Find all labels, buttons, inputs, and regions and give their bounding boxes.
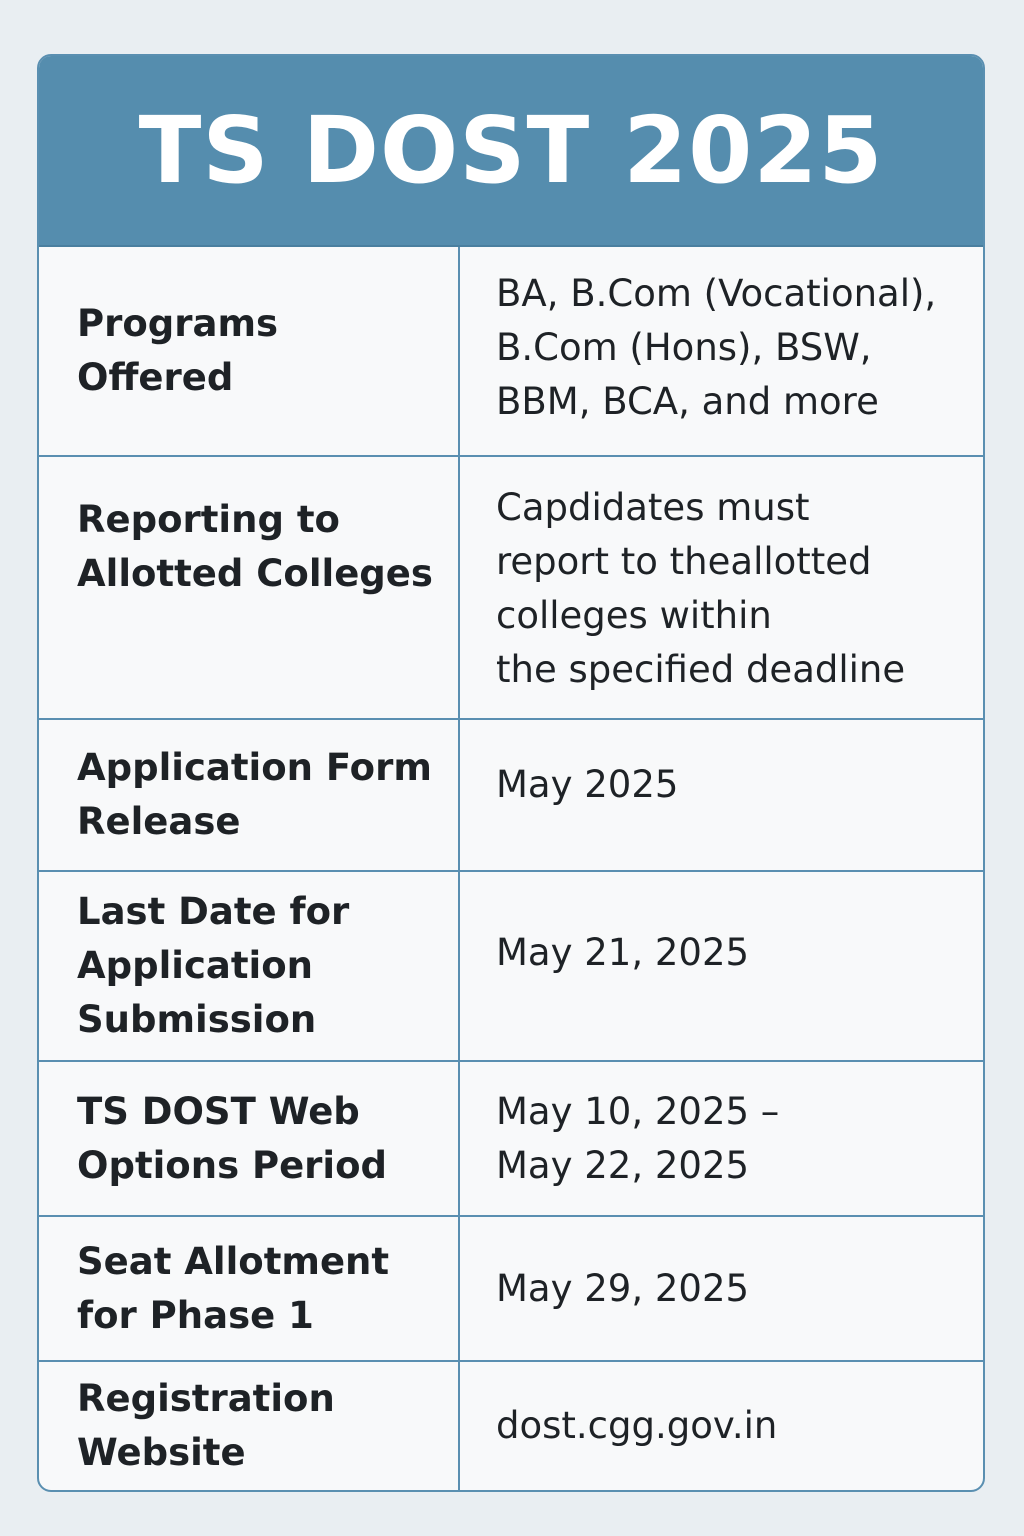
table-row bbox=[39, 1061, 983, 1216]
value-line: May 2025 bbox=[496, 763, 679, 806]
label-line: Programs bbox=[77, 302, 279, 345]
value-line: May 10, 2025 – bbox=[496, 1089, 780, 1133]
table-row bbox=[39, 247, 983, 456]
table-row bbox=[39, 1361, 983, 1490]
label-line: Website bbox=[77, 1431, 246, 1474]
label-line: Application Form bbox=[77, 746, 432, 789]
label-line: Release bbox=[77, 800, 241, 843]
row-value-form-release bbox=[459, 719, 983, 871]
row-value-reporting bbox=[459, 456, 983, 719]
row-label-seat-allotment bbox=[39, 1216, 459, 1361]
row-label-website bbox=[39, 1361, 459, 1490]
value-line: dost.cgg.gov.in bbox=[496, 1404, 778, 1447]
label-line: Offered bbox=[77, 356, 234, 399]
row-label-form-release bbox=[39, 719, 459, 871]
row-value-programs bbox=[459, 247, 983, 456]
table-row bbox=[39, 719, 983, 871]
row-label-web-options bbox=[39, 1061, 459, 1216]
label-line: for Phase 1 bbox=[77, 1293, 314, 1337]
value-line: the specified deadline bbox=[496, 648, 906, 691]
value-line: May 21, 2025 bbox=[496, 931, 750, 974]
page-title: TS DOST 2025 bbox=[138, 96, 884, 204]
value-line: B.Com (Hons), BSW, bbox=[496, 326, 872, 369]
value-line: May 22, 2025 bbox=[496, 1143, 750, 1187]
info-table bbox=[39, 247, 983, 1490]
row-value-website bbox=[459, 1361, 983, 1490]
label-line: TS DOST Web bbox=[77, 1089, 360, 1133]
label-line: Allotted Colleges bbox=[77, 552, 433, 595]
label-line: Reporting to bbox=[77, 498, 340, 541]
table-row bbox=[39, 1216, 983, 1361]
label-line: Registration bbox=[77, 1377, 335, 1420]
label-line: Application bbox=[77, 944, 314, 987]
label-line: Options Period bbox=[77, 1143, 388, 1187]
row-label-programs bbox=[39, 247, 459, 456]
value-line: Capdidates must bbox=[496, 486, 810, 529]
row-value-seat-allotment bbox=[459, 1216, 983, 1361]
row-value-last-date bbox=[459, 871, 983, 1061]
table-row bbox=[39, 871, 983, 1061]
value-line: colleges within bbox=[496, 594, 772, 637]
value-line: report to theallotted bbox=[496, 540, 872, 583]
card-header bbox=[39, 56, 983, 247]
label-line: Seat Allotment bbox=[77, 1239, 390, 1283]
row-label-reporting bbox=[39, 456, 459, 719]
row-label-last-date bbox=[39, 871, 459, 1061]
table-row bbox=[39, 456, 983, 719]
row-value-web-options bbox=[459, 1061, 983, 1216]
value-line: BA, B.Com (Vocational), bbox=[496, 272, 937, 315]
label-line: Last Date for bbox=[77, 890, 350, 933]
info-card bbox=[37, 54, 985, 1492]
value-line: BBM, BCA, and more bbox=[496, 380, 879, 423]
label-line: Submission bbox=[77, 998, 317, 1041]
value-line: May 29, 2025 bbox=[496, 1266, 750, 1310]
